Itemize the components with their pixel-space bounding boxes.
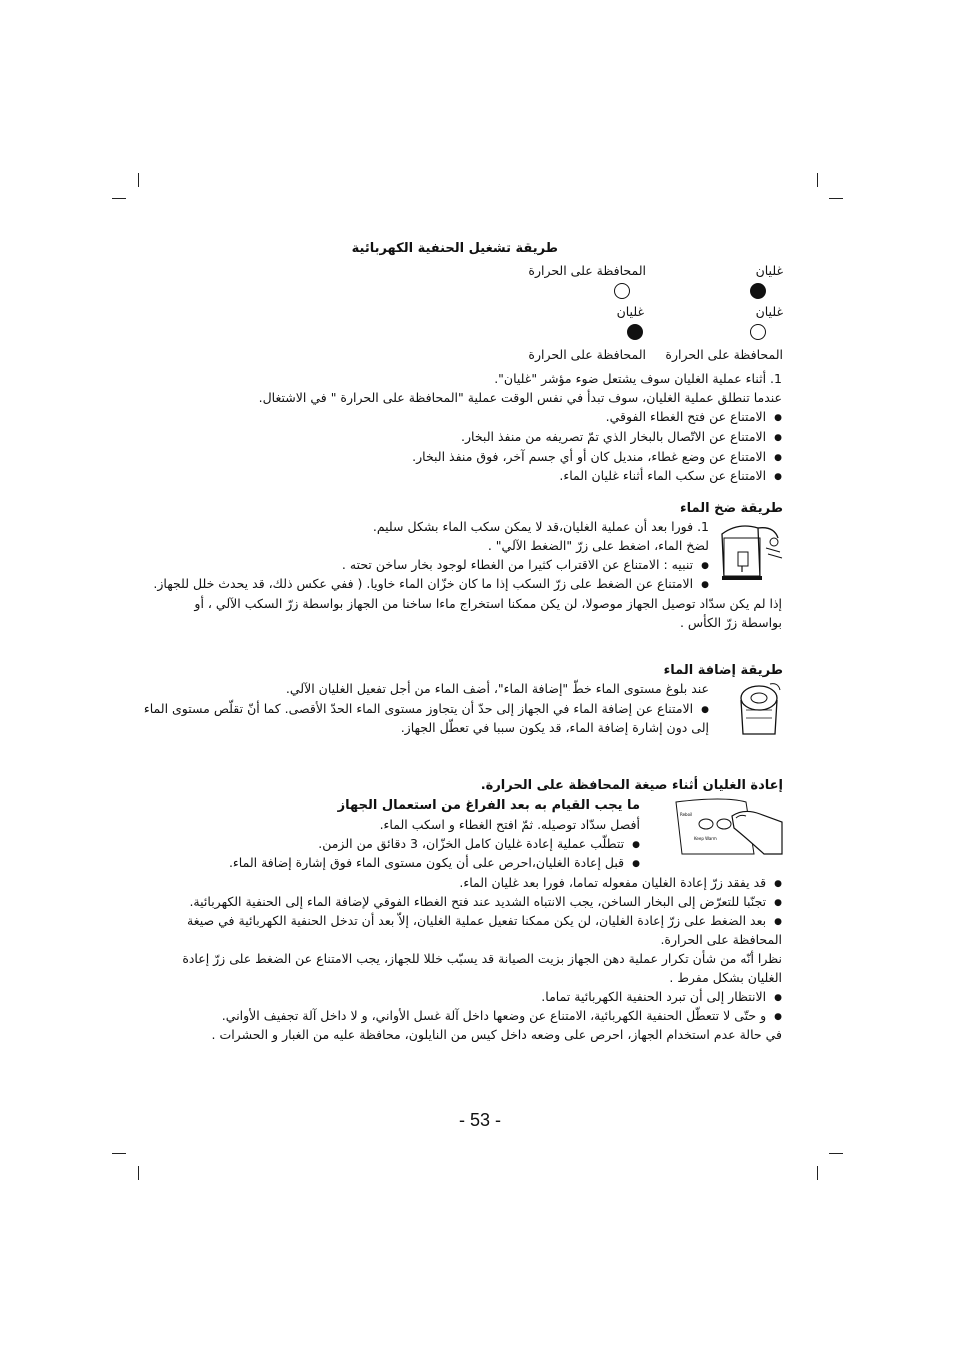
reboil-line: المحافظة على الحرارة. [660,932,782,947]
reboil-line: أفصل سدّاد توصيله. ثمّ افتح الغطاء و اسكب الماء. [379,817,640,832]
reboil-line: ● تتطلّب عملية إعادة غليان كامل الخزّان، 3 دقائق من الزمن. [318,835,640,854]
pumping-caution: ● تنبيه : الامتناع عن الاقتراب كثيرا من الغطاء لوجود بخار ساخن تحته . [342,556,709,575]
section-heading-pumping: طريقة ضخ الماء [679,501,783,516]
reboil-line: ● قد يفقد زرّ إعادة الغليان مفعوله تماما، فورا بعد غليان الماء. [459,874,782,893]
crop-mark [112,1153,126,1154]
crop-mark [817,173,818,187]
pumping-line: بواسطة زرّ الكأس . [679,615,782,630]
pumping-line: لضخ الماء، اضغط على زرّ "الضغط الآلي" . [487,538,709,553]
reboil-line: ● تجنّبا للتعرّض إلى البخار الساخن، يجب الانتباه الشديد عند فتح الغطاء الفوقي لإضافة الماء إلى الحنفية الكهربائية. [189,893,782,912]
operation-bullet: ● الامتناع عن الاتّصال بالبخار الذي تمّ تصريفه من منفذ البخار. [461,428,782,447]
reboil-line: ● بعد الضغط على زرّ إعادة الغليان، لن يكن ممكنا تفعيل عملية الغليان، إلاّ بعد أن تدخل الحنفية الكهربائية في صيغة [187,912,782,931]
pumping-line: 1. فورا بعد أن عملية الغليان،قد لا يمكن سكب الماء بشكل سليم. [372,519,709,534]
indicator-label: غليان [755,304,783,319]
pumping-line: إذا لم يكن سدّاد توصيل الجهاز موصولا، لن يكن ممكنا استخراج ماءا ساخنا من الجهاز بواسطة زرّ السكب الآلي ، أو [194,596,782,611]
indicator-light-off [750,324,766,340]
operation-item-1: 1. أثناء عملية الغليان سوف يشتعل ضوء مؤشر "غليان". [494,371,782,386]
crop-mark [829,198,843,199]
adding-line: عند بلوغ مستوى الماء خطّ "إضافة الماء"، أضف الماء من أجل تفعيل الغليان الآلي. [285,681,709,696]
panel-label-keep-warm: Keep Warm [694,836,717,841]
operation-bullet: ● الامتناع عن وضع غطاء، منديل كان أو أي جسم آخر، فوق منفذ البخار. [412,448,782,467]
indicator-label: المحافظة على الحرارة [665,347,783,362]
crop-mark [829,1153,843,1154]
crop-mark [138,1166,139,1180]
reboil-line: نظرا أنّه من شأن تكرار عملية دهن الجهاز بزيت الصيانة قد يسبّب خللا للجهاز، يجب الامتناع عن الضغط على زرّ إعادة [182,951,782,966]
page-number: - 53 - [458,1110,501,1130]
reboil-line: الغليان بشكل مفرط . [669,970,782,985]
crop-mark [112,198,126,199]
panel-label-reboil: Reboil [680,812,693,817]
operation-item-1b: عندما تنطلق عملية الغليان، سوف تبدأ في نفس الوقت عملية "المحافظة على الحرارة " في الاشتغال. [258,390,782,405]
adding-line: إلى دون إشارة إضافة الماء، قد يكون سببا في تعطّل الجهاز. [400,720,709,735]
adding-line: ● الامتناع عن إضافة الماء في الجهاز إلى حدّ أن يتجاوز مستوى الماء الحدّ الأقصى. كما أنّ تقلّص مستوى الماء [144,700,709,719]
indicator-label: غليان [755,263,783,278]
reboil-line: ● قبل إعادة الغليان،احرص على أن يكون مستوى الماء فوق إشارة إضافة الماء. [229,854,640,873]
reboil-line: في حالة عدم استخدام الجهاز، احرص على وضعه داخل كيس من النايلون، محافظة عليه من الغبار و الحشرات . [211,1027,782,1042]
indicator-label: المحافظة على الحرارة [528,263,646,278]
reboil-line: ● و حتّى لا تتعطّل الحنفية الكهربائية، الامتناع عن وضعها داخل آلة غسل الأواني، و لا داخل آلة تجفيف الأواني. [222,1007,782,1026]
indicator-label: غليان [616,304,644,319]
indicator-light-on [750,283,766,299]
section-heading-reboil: إعادة الغليان أثناء صيغة المحافظة على الحرارة. [480,778,783,793]
operation-bullet: ● الامتناع عن فتح الغطاء الفوقي. [606,408,782,427]
crop-mark [817,1166,818,1180]
section-heading-adding: طريقة إضافة الماء [663,663,783,678]
operation-bullet: ● الامتناع عن سكب الماء أثناء غليان الماء. [559,467,782,486]
dispenser-illustration [708,518,784,584]
indicator-label: المحافظة على الحرارة [528,347,646,362]
add-water-illustration [734,680,784,738]
indicator-light-on [627,324,643,340]
pumping-line: ● الامتناع عن الضغط على زرّ السكب إذا ما كان خزّان الماء خاويا. ( ففي عكس ذلك، قد يحدث خلل للجهاز. [153,575,709,594]
reboil-line: ● الانتظار إلى أن تبرد الحنفية الكهربائية تماما. [541,988,782,1007]
crop-mark [138,173,139,187]
reboil-subheading: ما يجب القيام به بعد الفراغ من استعمال الجهاز [337,798,640,813]
control-panel-illustration [674,796,784,860]
section-heading-operation: طريقة تشغيل الحنفية الكهربائية [351,241,558,256]
indicator-light-off [614,283,630,299]
